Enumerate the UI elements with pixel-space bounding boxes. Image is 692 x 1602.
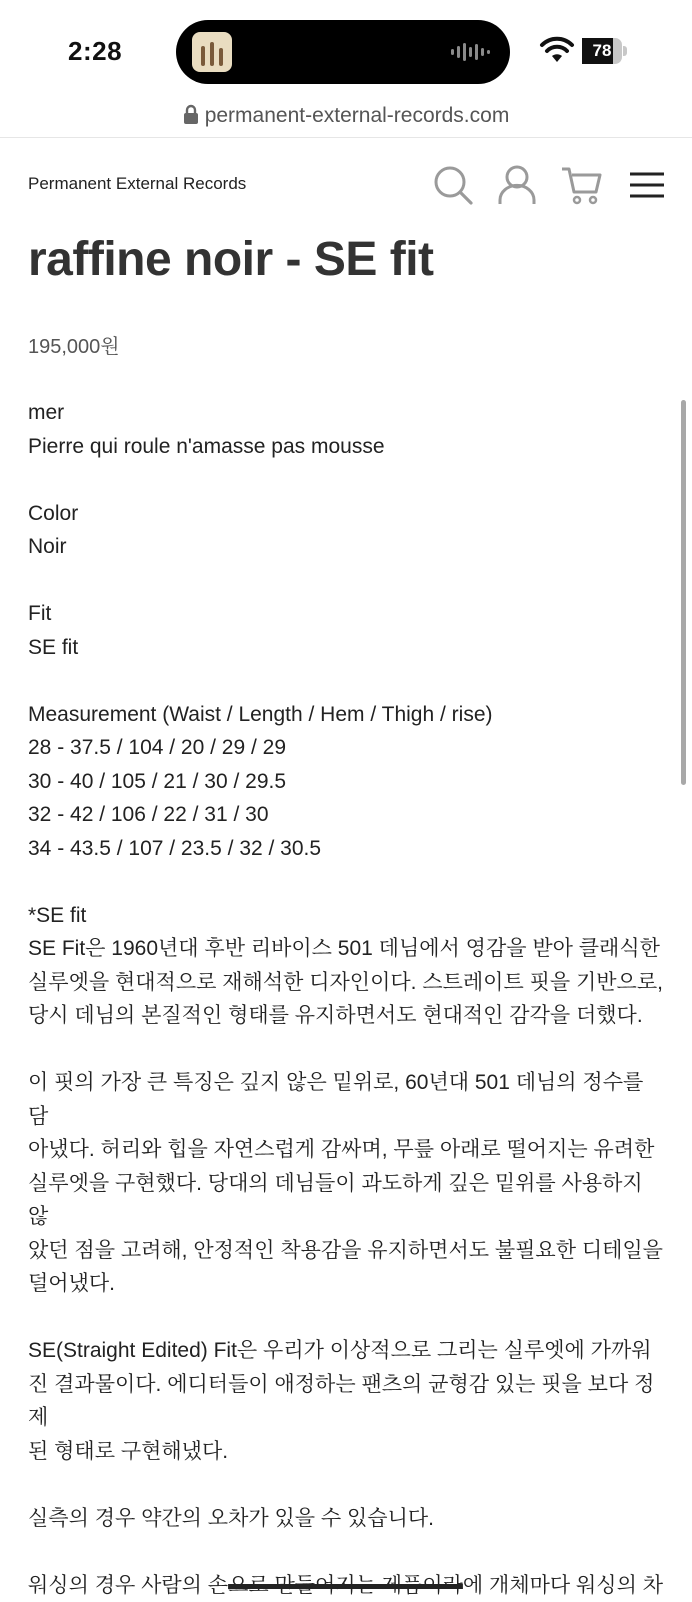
measurement-row: 30 - 40 / 105 / 21 / 30 / 29.5 xyxy=(28,765,668,799)
paragraph-line: 아냈다. 허리와 힙을 자연스럽게 감싸며, 무릎 아래로 떨어지는 유려한 xyxy=(28,1133,668,1167)
wifi-icon xyxy=(540,38,574,64)
account-icon[interactable] xyxy=(496,164,538,206)
cart-icon[interactable] xyxy=(560,164,602,206)
paragraph-line: 았던 점을 고려해, 안정적인 착용감을 유지하면서도 불필요한 디테일을 xyxy=(28,1234,668,1268)
lock-icon xyxy=(183,104,199,124)
fit-label: Fit xyxy=(28,597,668,631)
paragraph-line: 실루엣을 현대적으로 재해석한 디자인이다. 스트레이트 핏을 기반으로, xyxy=(28,966,668,1000)
mer-label: mer xyxy=(28,396,668,430)
measurement-header: Measurement (Waist / Length / Hem / Thigh / rise) xyxy=(28,698,668,732)
paragraph-line: 덜어냈다. xyxy=(28,1267,668,1301)
paragraph-line: SE(Straight Edited) Fit은 우리가 이상적으로 그리는 실루엣에 가까워 xyxy=(28,1334,668,1368)
paragraph-line: SE Fit은 1960년대 후반 리바이스 501 데님에서 영감을 받아 클래식한 xyxy=(28,932,668,966)
url-text: permanent-external-records.com xyxy=(205,104,510,127)
product-price: 195,000원 xyxy=(28,330,120,359)
washing-note xyxy=(28,1569,668,1602)
paragraph-line: 된 형태로 구현해냈다. xyxy=(28,1435,668,1469)
battery-icon xyxy=(582,38,628,64)
battery-level: 78 xyxy=(582,38,622,64)
paragraph-line: 당시 데님의 본질적인 형태를 유지하면서도 현대적인 감각을 더했다. xyxy=(28,999,668,1033)
audio-waveform-icon xyxy=(451,42,490,62)
color-label: Color xyxy=(28,497,668,531)
fit-value: SE fit xyxy=(28,631,668,665)
washing-suffix: 에 개체마다 워싱의 차 xyxy=(463,1574,663,1597)
menu-icon[interactable] xyxy=(626,164,668,206)
status-bar xyxy=(0,0,692,100)
measurement-note: 실측의 경우 약간의 오차가 있을 수 있습니다. xyxy=(28,1502,668,1536)
mer-value: Pierre qui roule n'amasse pas mousse xyxy=(28,430,668,464)
paragraph-line: 진 결과물이다. 에디터들이 애정하는 팬츠의 균형감 있는 핏을 보다 정제 xyxy=(28,1368,668,1435)
store-logo-link[interactable]: Permanent External Records xyxy=(28,174,246,194)
dynamic-island[interactable] xyxy=(176,20,510,84)
status-time: 2:28 xyxy=(68,36,122,67)
measurement-row: 28 - 37.5 / 104 / 20 / 29 / 29 xyxy=(28,731,668,765)
paragraph-line: 이 핏의 가장 큰 특징은 깊지 않은 밑위로, 60년대 501 데님의 정수를 담 xyxy=(28,1066,668,1133)
product-description xyxy=(28,396,668,1602)
search-icon[interactable] xyxy=(432,164,474,206)
album-art-icon xyxy=(192,32,232,72)
site-header xyxy=(0,150,692,220)
measurement-row: 34 - 43.5 / 107 / 23.5 / 32 / 30.5 xyxy=(28,832,668,866)
paragraph-line: 실루엣을 구현했다. 당대의 데님들이 과도하게 깊은 밑위를 사용하지 않 xyxy=(28,1167,668,1234)
washing-prefix: 워싱의 경우 사람의 손 xyxy=(28,1574,228,1597)
product-title: raffine noir - SE fit xyxy=(28,232,434,287)
browser-address-bar[interactable] xyxy=(0,100,692,138)
page-scrollbar[interactable] xyxy=(681,400,686,785)
measurement-row: 32 - 42 / 106 / 22 / 31 / 30 xyxy=(28,798,668,832)
se-fit-heading: *SE fit xyxy=(28,899,668,933)
washing-struck-text: 으로 만들어지는 제품이라 xyxy=(228,1574,463,1597)
color-value: Noir xyxy=(28,530,668,564)
